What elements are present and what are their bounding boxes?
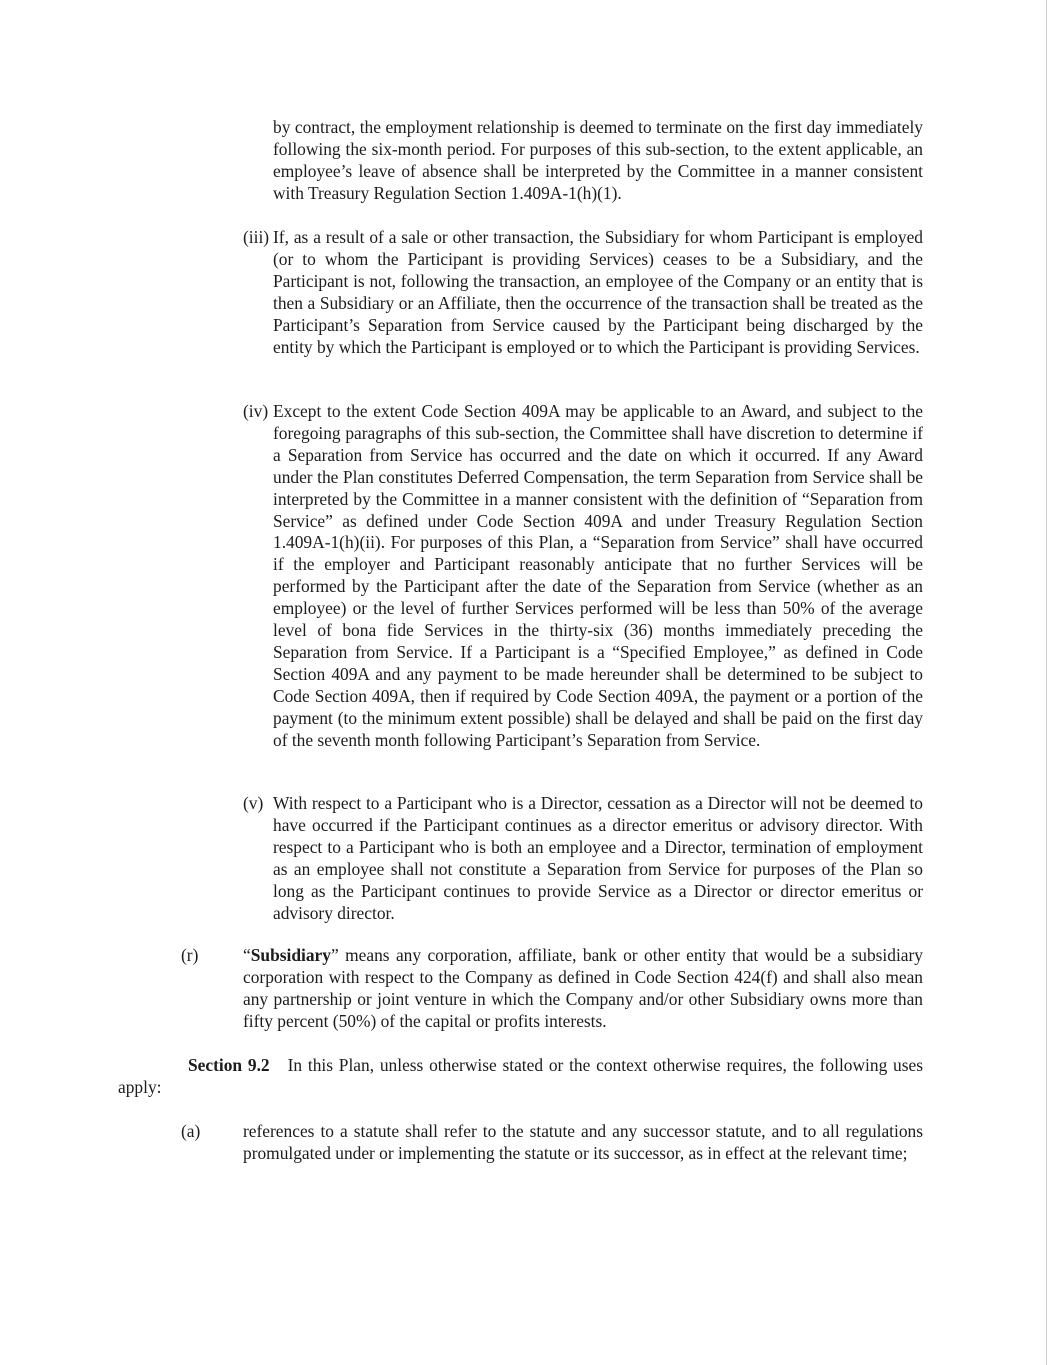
continuation-paragraph: by contract, the employment relationship is deemed to terminate on the first day immediately following the six-month period. For purposes of this sub-section, to the extent applicable, an employee’s leave of absence shall be interpreted by the Committee in a manner consistent with Treasury Regulation Section 1.409A-1(h)(1). — [273, 117, 923, 203]
section-text: In this Plan, unless otherwise stated or the context otherwise requires, the following uses apply: — [118, 1055, 923, 1097]
item-a-text: references to a statute shall refer to the statute and any successor statute, and to all regulations promulgated under or implementing the statute or its successor, as in effect at the relevant time; — [243, 1121, 923, 1163]
definition-r-term: Subsidiary — [250, 945, 331, 965]
definition-r-label: (r) — [181, 945, 199, 965]
definition-r-text — [243, 945, 923, 1033]
item-iv-text: Except to the extent Code Section 409A may be applicable to an Award, and subject to the foregoing paragraphs of this sub-section, the Committee shall have discretion to determine if a Separation from Service has occurred and the date on which it occurred. If any Award under the Plan constitutes Deferred Compensation, the term Separation from Service shall be interpreted by the Committee in a manner consistent with the definition of “Separation from Service” as defined under Code Section 409A and under Treasury Regulation Section 1.409A-1(h)(ii). For purposes of this Plan, a “Separation from Service” shall have occurred if the employer and Participant reasonably anticipate that no further Services will be performed by the Participant after the date of the Separation from Service (whether as an employee) or the level of further Services performed will be less than 50% of the average level of bona fide Services in the thirty-six (36) months immediately preceding the Separation from Service. If a Participant is a “Specified Employee,” as defined in Code Section 409A and any payment to be made hereunder shall be determined to be subject to Code Section 409A, then if required by Code Section 409A, the payment or a portion of the payment (to the minimum extent possible) shall be delayed and shall be paid on the first day of the seventh month following Participant’s Separation from Service. — [273, 401, 923, 750]
item-v-text: With respect to a Participant who is a Director, cessation as a Director will not be deemed to have occurred if the Participant continues as a director emeritus or advisory director. With respect to a Participant who is both an employee and a Director, termination of employment as an employee shall not constitute a Separation from Service for purposes of the Plan so long as the Participant continues to provide Service as a Director or director emeritus or advisory director. — [273, 793, 923, 923]
item-a-label: (a) — [181, 1121, 201, 1141]
definition-r-open-quote: “ — [243, 945, 251, 965]
item-iii-text: If, as a result of a sale or other transaction, the Subsidiary for whom Participant is employed (or to whom the Participant is providing Services) ceases to be a Subsidiary, and the Participant is not, following the transaction, an employee of the Company or an entity that is then a Subsidiary or an Affiliate, then the occurrence of the transaction shall be treated as the Participant’s Separation from Service caused by the Participant being discharged by the entity by which the Participant is employed or to which the Participant is providing Services. — [273, 227, 923, 357]
scan-edge-line — [1046, 0, 1047, 1365]
section-9-2-paragraph — [118, 1055, 923, 1099]
item-v-label: (v) — [243, 793, 264, 813]
item-iii-label: (iii) — [243, 227, 270, 247]
item-iv-label: (iv) — [243, 401, 269, 421]
definition-r-body: ” means any corporation, affiliate, bank or other entity that would be a subsidiary corporation with respect to the Company as defined in Code Section 424(f) and shall also mean any partnership or joint venture in which the Company and/or other Subsidiary owns more than fifty percent (50%) of the capital or profits interests. — [243, 945, 923, 1031]
section-heading: Section 9.2 — [188, 1055, 270, 1075]
